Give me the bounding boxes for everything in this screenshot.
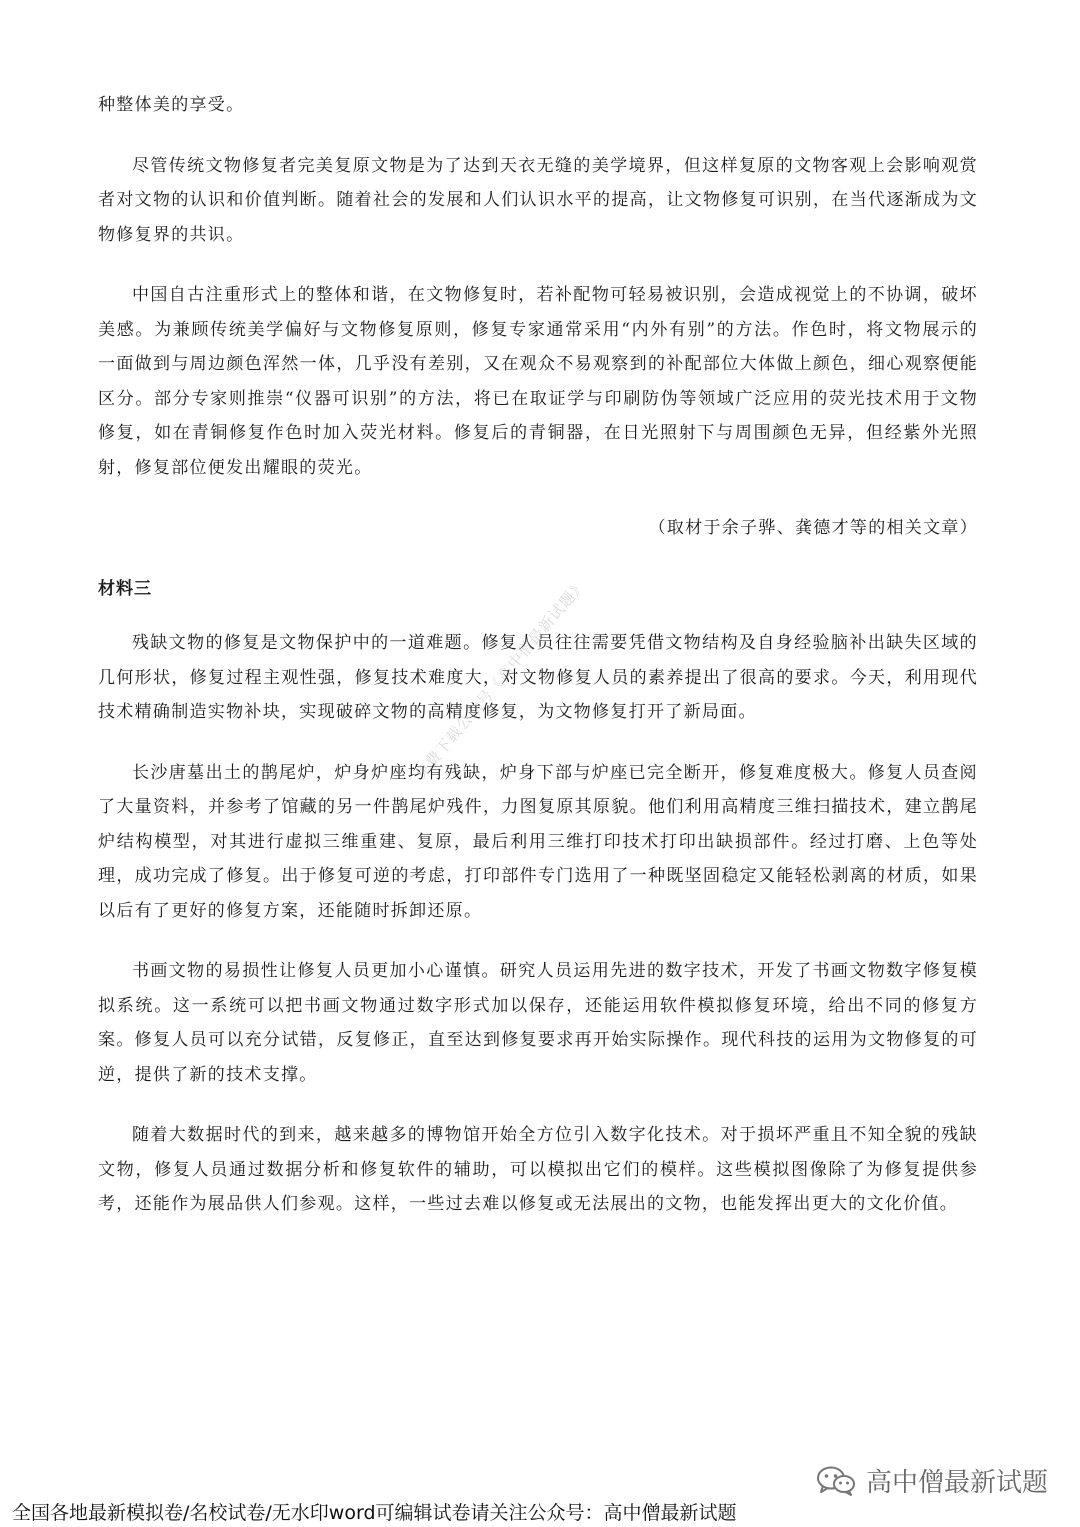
paragraph-painting-digital: 书画文物的易损性让修复人员更加小心谨慎。研究人员运用先进的数字技术，开发了书画文物数字修复模拟系统。这一系统可以把书画文物通过数字形式加以保存，还能运用软件模拟修复环境，给出不同的修复方案。修复人员可以充分试错，反复修正，直至达到修复要求再开始实际操作。现代科技的运用为文物修复的可逆，提供了新的技术支撑。: [98, 961, 978, 1085]
document-body: [98, 88, 978, 1248]
brand-mark: [816, 1462, 1048, 1499]
watermark: 免费下载公众号《高中僧最新试题》: [411, 575, 590, 783]
paragraph-continuation: 种整体美的享受。: [98, 95, 245, 115]
section-heading: 材料三: [98, 578, 152, 599]
paragraph-inside-outside-method: 中国自古注重形式上的整体和谐，在文物修复时，若补配物可轻易被识别，会造成视觉上的不协调，破坏美感。为兼顾传统美学偏好与文物修复原则，修复专家通常采用“内外有别”的方法。作色时，将文物展示的一面做到与周边颜色浑然一体，几乎没有差别，又在观众不易观察到的补配部位大体做上颜色，细心观察便能区分。部分专家则推崇“仪器可识别”的方法，将已在取证学与印刷防伪等领域广泛应用的荧光技术用于文物修复，如在青铜修复作色时加入荧光材料。修复后的青铜器，在日光照射下与周围颜色无异，但经紫外光照射，修复部位便发出耀眼的荧光。: [98, 285, 978, 478]
paragraph-censer-restoration: 长沙唐墓出土的鹊尾炉，炉身炉座均有残缺，炉身下部与炉座已完全断开，修复难度极大。修复人员查阅了大量资料，并参考了馆藏的另一件鹊尾炉残件，力图复原其原貌。他们利用高精度三维扫描技术，建立鹊尾炉结构模型，对其进行虚拟三维重建、复原，最后利用三维打印技术打印出缺损部件。经过打磨、上色等处理，成功完成了修复。出于修复可逆的考虑，打印部件专门选用了一种既坚固稳定又能轻松剥离的材质，如果以后有了更好的修复方案，还能随时拆卸还原。: [98, 762, 978, 921]
footer-promo: 全国各地最新模拟卷/名校试卷/无水印word可编辑试卷请关注公众号：高中僧最新试题: [12, 1502, 737, 1524]
source-note: （取材于余子骅、龚德才等的相关文章）: [648, 518, 978, 538]
paragraph-big-data: 随着大数据时代的到来，越来越多的博物馆开始全方位引入数字化技术。对于损坏严重且不知全貌的残缺文物，修复人员通过数据分析和修复软件的辅助，可以模拟出它们的模样。这些模拟图像除了为修复提供参考，还能作为展品供人们参观。这样，一些过去难以修复或无法展出的文物，也能发挥出更大的文化价值。: [98, 1125, 978, 1214]
paragraph-recognizable-restoration: 尽管传统文物修复者完美复原文物是为了达到天衣无缝的美学境界，但这样复原的文物客观上会影响观赏者对文物的认识和价值判断。随着社会的发展和人们认识水平的提高，让文物修复可识别，在当代逐渐成为文物修复界的共识。: [98, 155, 978, 245]
paragraph-incomplete-relics: 残缺文物的修复是文物保护中的一道难题。修复人员往往需要凭借文物结构及自身经验脑补出缺失区域的几何形状，修复过程主观性强，修复技术难度大，对文物修复人员的素养提出了很高的要求。今天，利用现代技术精确制造实物补块，实现破碎文物的高精度修复，为文物修复打开了新局面。: [98, 633, 978, 722]
wechat-icon: [816, 1465, 856, 1497]
brand-name: 高中僧最新试题: [865, 1468, 1048, 1498]
